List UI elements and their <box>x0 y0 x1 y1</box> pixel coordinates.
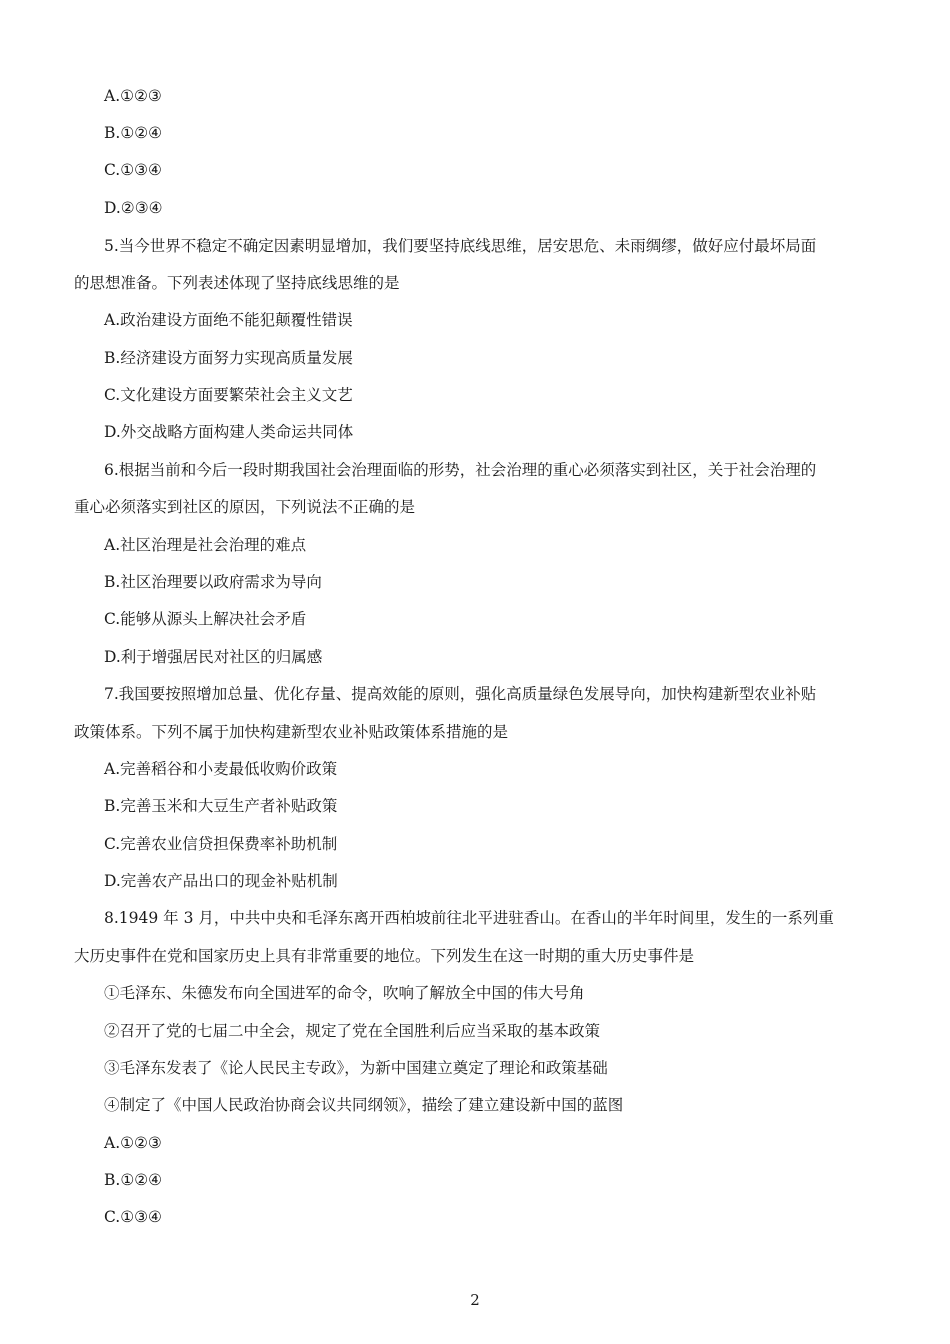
page-number: 2 <box>470 1291 480 1309</box>
q8-option-c: C.①③④ <box>104 1208 162 1226</box>
prev-option-d: D.②③④ <box>104 199 163 217</box>
q8-item-1: ①毛泽东、朱德发布向全国进军的命令，吹响了解放全中国的伟大号角 <box>104 984 585 1002</box>
q7-option-a: A.完善稻谷和小麦最低收购价政策 <box>104 760 338 778</box>
q6-option-c: C.能够从源头上解决社会矛盾 <box>104 610 307 628</box>
q7-stem-line1: 7.我国要按照增加总量、优化存量、提高效能的原则，强化高质量绿色发展导向，加快构建新型农业补贴 <box>104 685 817 703</box>
q7-option-c: C.完善农业信贷担保费率补助机制 <box>104 835 338 853</box>
q8-item-4: ④制定了《中国人民政治协商会议共同纲领》，描绘了建立建设新中国的蓝图 <box>104 1096 624 1114</box>
q6-stem-line2: 重心必须落实到社区的原因，下列说法不正确的是 <box>74 498 416 516</box>
q7-option-b: B.完善玉米和大豆生产者补贴政策 <box>104 797 338 815</box>
q5-option-a: A.政治建设方面绝不能犯颠覆性错误 <box>104 311 353 329</box>
q6-option-d: D.利于增强居民对社区的归属感 <box>104 648 323 666</box>
q5-option-b: B.经济建设方面努力实现高质量发展 <box>104 349 353 367</box>
q8-stem-line1: 8.1949 年 3 月，中共中央和毛泽东离开西柏坡前往北平进驻香山。在香山的半年时间里，发生的一系列重 <box>104 909 834 927</box>
prev-option-b: B.①②④ <box>104 124 163 142</box>
q8-item-2: ②召开了党的七届二中全会，规定了党在全国胜利后应当采取的基本政策 <box>104 1022 601 1040</box>
q5-option-c: C.文化建设方面要繁荣社会主义文艺 <box>104 386 353 404</box>
q8-item-3: ③毛泽东发表了《论人民民主专政》，为新中国建立奠定了理论和政策基础 <box>104 1059 608 1077</box>
prev-option-a: A.①②③ <box>104 87 162 105</box>
q7-option-d: D.完善农产品出口的现金补贴机制 <box>104 872 338 890</box>
q6-stem-line1: 6.根据当前和今后一段时期我国社会治理面临的形势，社会治理的重心必须落实到社区，关于社会治理的 <box>104 461 817 479</box>
q8-option-b: B.①②④ <box>104 1171 163 1189</box>
q8-stem-line2: 大历史事件在党和国家历史上具有非常重要的地位。下列发生在这一时期的重大历史事件是 <box>74 947 695 965</box>
q6-option-b: B.社区治理要以政府需求为导向 <box>104 573 322 591</box>
prev-option-c: C.①③④ <box>104 161 162 179</box>
q8-option-a: A.①②③ <box>104 1134 162 1152</box>
q6-option-a: A.社区治理是社会治理的难点 <box>104 536 307 554</box>
q7-stem-line2: 政策体系。下列不属于加快构建新型农业补贴政策体系措施的是 <box>74 723 509 741</box>
q5-stem-line1: 5.当今世界不稳定不确定因素明显增加，我们要坚持底线思维，居安思危、未雨绸缪，做好应付最坏局面 <box>104 237 817 255</box>
q5-stem-line2: 的思想准备。下列表述体现了坚持底线思维的是 <box>74 274 400 292</box>
q5-option-d: D.外交战略方面构建人类命运共同体 <box>104 423 354 441</box>
